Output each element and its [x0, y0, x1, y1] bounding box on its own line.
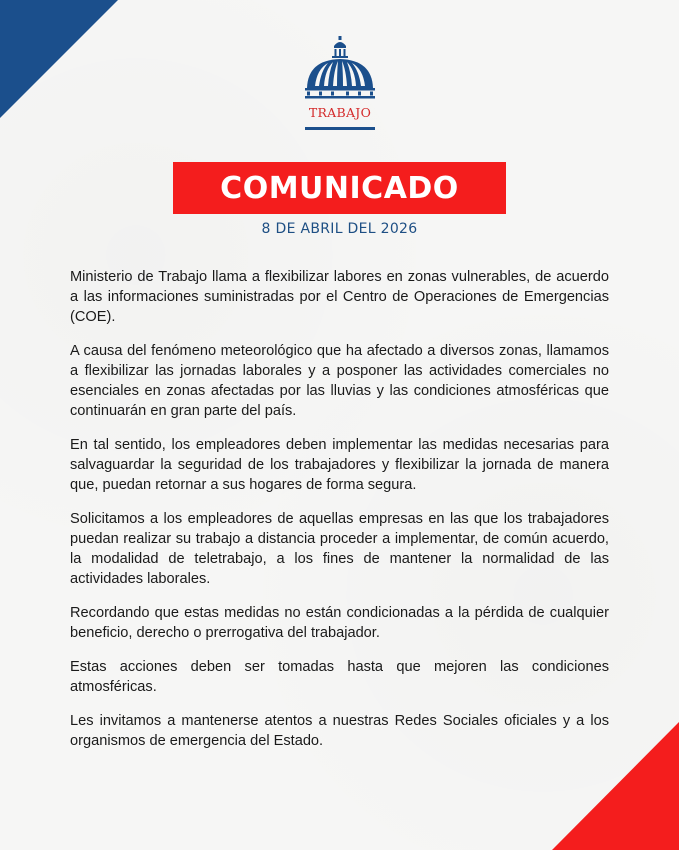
paragraph: Solicitamos a los empleadores de aquellas empresas en las que los trabajadores puedan realizar su trabajo a distancia proceder a implementar, de común acuerdo, la modalidad de teletrabajo, a los fines de mantener la normalidad de las actividades laborales.	[70, 511, 609, 587]
paragraph: Ministerio de Trabajo llama a flexibilizar labores en zonas vulnerables, de acuerdo a las informaciones suministradas por el Centro de Operaciones de Emergencias (COE).	[70, 269, 609, 325]
communique-body	[70, 267, 609, 765]
paragraph: Recordando que estas medidas no están condicionadas a la pérdida de cualquier beneficio, derecho o prerrogativa del trabajador.	[70, 605, 609, 641]
paragraph: A causa del fenómeno meteorológico que ha afectado a diversos zonas, llamamos a flexibilizar las jornadas laborales y a posponer las actividades comerciales no esenciales en zonas afectadas por las lluvias y las condiciones atmosféricas que continuarán en gran parte del país.	[70, 343, 609, 419]
logo-underline	[305, 127, 375, 130]
paragraph: En tal sentido, los empleadores deben implementar las medidas necesarias para salvaguardar la seguridad de los trabajadores y flexibilizar la jornada de manera que, puedan retornar a sus hogares de forma segura.	[70, 437, 609, 493]
title-banner	[173, 162, 506, 214]
date-label: 8 DE ABRIL DEL 2026	[261, 221, 418, 237]
paragraph: Les invitamos a mantenerse atentos a nuestras Redes Sociales oficiales y a los organismos de emergencia del Estado.	[70, 713, 609, 749]
paragraph: Estas acciones deben ser tomadas hasta que mejoren las condiciones atmosféricas.	[70, 659, 609, 695]
logo-label: TRABAJO	[308, 105, 372, 120]
page-title: COMUNICADO	[220, 170, 459, 206]
capitol-dome-icon	[304, 36, 376, 104]
ministry-logo	[304, 36, 376, 132]
